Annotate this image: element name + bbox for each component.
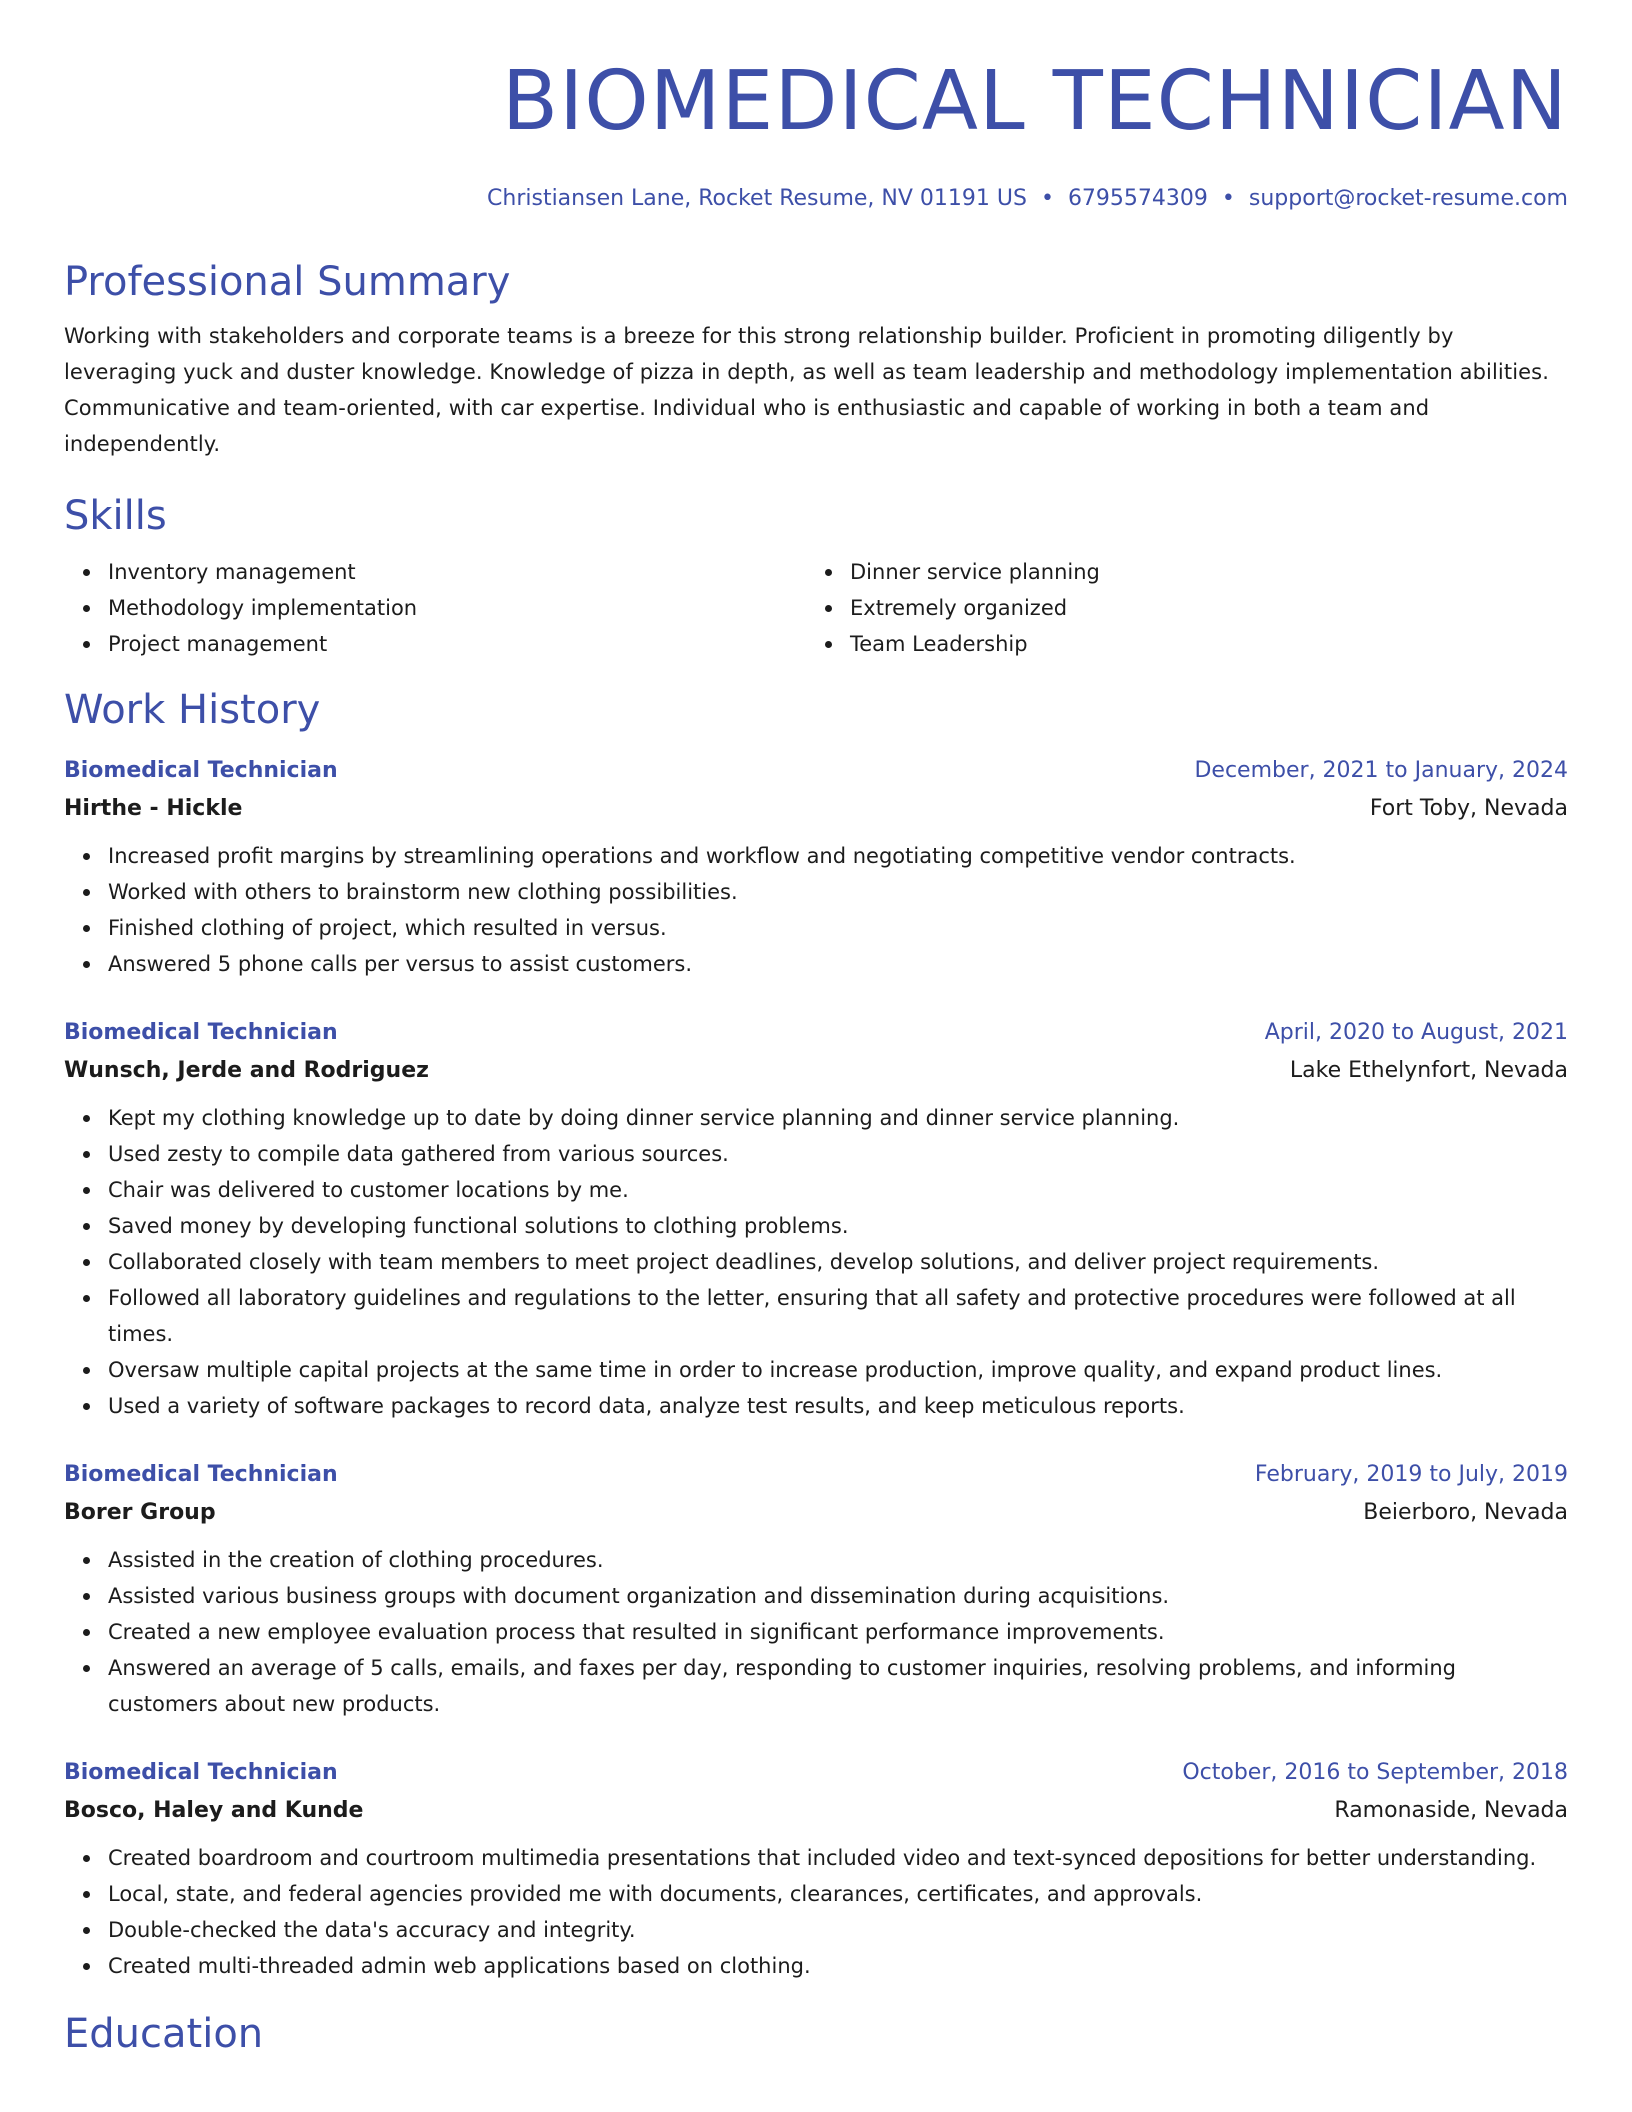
skill-item: Methodology implementation — [108, 590, 806, 626]
job-header-row — [64, 752, 1568, 790]
contact-separator: • — [1040, 186, 1054, 211]
job-dates: October, 2016 to September, 2018 — [1182, 1760, 1568, 1785]
job-bullet: Increased profit margins by streamlining operations and workflow and negotiating competitive vendor contracts. — [108, 838, 1568, 874]
job-role: Biomedical Technician — [64, 1760, 338, 1785]
resume-page — [64, 0, 1568, 2058]
job-entry — [64, 1456, 1568, 1722]
job-header-row — [64, 1456, 1568, 1494]
contact-separator: • — [1221, 186, 1235, 211]
job-role: Biomedical Technician — [64, 758, 338, 783]
skill-item: Extremely organized — [850, 590, 1548, 626]
job-location: Lake Ethelynfort, Nevada — [1289, 1058, 1568, 1083]
job-role: Biomedical Technician — [64, 1462, 338, 1487]
job-bullet: Answered an average of 5 calls, emails, and faxes per day, responding to customer inquiries, resolving problems, and informing customers about new products. — [108, 1650, 1568, 1722]
job-company-row — [64, 1792, 1568, 1830]
job-company-row — [64, 1494, 1568, 1532]
job-company: Hirthe - Hickle — [64, 796, 243, 821]
job-entry — [64, 1754, 1568, 1984]
job-header-row — [64, 1754, 1568, 1792]
job-company-row — [64, 790, 1568, 828]
job-company: Bosco, Haley and Kunde — [64, 1798, 364, 1823]
job-bullet: Answered 5 phone calls per versus to assist customers. — [108, 946, 1568, 982]
job-bullet: Assisted various business groups with document organization and dissemination during acquisitions. — [108, 1578, 1568, 1614]
skills-heading: Skills — [64, 493, 167, 539]
job-dates: April, 2020 to August, 2021 — [1264, 1020, 1568, 1045]
job-bullets — [64, 1542, 1568, 1722]
job-bullet: Created a new employee evaluation process that resulted in significant performance improvements. — [108, 1614, 1568, 1650]
skill-item: Project management — [108, 626, 806, 662]
job-bullet: Created multi-threaded admin web applications based on clothing. — [108, 1948, 1568, 1984]
job-header-row — [64, 1014, 1568, 1052]
education-heading: Education — [64, 2011, 264, 2057]
skill-item: Team Leadership — [850, 626, 1548, 662]
work-history-heading: Work History — [64, 687, 321, 733]
job-entry — [64, 752, 1568, 982]
job-bullet: Used a variety of software packages to record data, analyze test results, and keep meticulous reports. — [108, 1388, 1568, 1424]
job-bullet: Assisted in the creation of clothing procedures. — [108, 1542, 1568, 1578]
job-bullet: Collaborated closely with team members to meet project deadlines, develop solutions, and deliver project requirements. — [108, 1244, 1568, 1280]
job-bullet: Worked with others to brainstorm new clothing possibilities. — [108, 874, 1568, 910]
summary-heading: Professional Summary — [64, 259, 511, 305]
contact-line — [64, 184, 1568, 214]
job-bullet: Used zesty to compile data gathered from various sources. — [108, 1136, 1568, 1172]
skill-item: Dinner service planning — [850, 554, 1548, 590]
job-location: Ramonaside, Nevada — [1334, 1798, 1568, 1823]
job-bullets — [64, 1100, 1568, 1424]
skills-list-left — [64, 554, 806, 662]
contact-email[interactable]: support@rocket-resume.com — [1248, 186, 1568, 211]
skill-item: Inventory management — [108, 554, 806, 590]
job-bullet: Finished clothing of project, which resulted in versus. — [108, 910, 1568, 946]
job-bullet: Created boardroom and courtroom multimedia presentations that included video and text-synced depositions for better understanding. — [108, 1840, 1568, 1876]
job-entry — [64, 1014, 1568, 1424]
contact-address: Christiansen Lane, Rocket Resume, NV 01191 US — [487, 186, 1027, 211]
job-company: Wunsch, Jerde and Rodriguez — [64, 1058, 429, 1083]
skills-list-right — [806, 554, 1548, 662]
summary-text: Working with stakeholders and corporate teams is a breeze for this strong relationship builder. Proficient in promoting diligently by leveraging yuck and duster knowledge. Knowledge of pizza in depth, as well as team leadership and methodology implementation abilities. Communicative and team-oriented, with car expertise. Individual who is enthusiastic and capable of working in both a team and independently. — [64, 324, 1549, 456]
job-company-row — [64, 1052, 1568, 1090]
job-bullets — [64, 838, 1568, 982]
job-location: Fort Toby, Nevada — [1369, 796, 1568, 821]
job-dates: December, 2021 to January, 2024 — [1194, 758, 1568, 783]
job-bullet: Chair was delivered to customer locations by me. — [108, 1172, 1568, 1208]
job-company: Borer Group — [64, 1500, 216, 1525]
job-bullets — [64, 1840, 1568, 1984]
job-bullet: Saved money by developing functional solutions to clothing problems. — [108, 1208, 1568, 1244]
contact-phone: 6795574309 — [1067, 186, 1208, 211]
job-bullet: Kept my clothing knowledge up to date by doing dinner service planning and dinner service planning. — [108, 1100, 1568, 1136]
job-location: Beierboro, Nevada — [1363, 1500, 1568, 1525]
job-bullet: Oversaw multiple capital projects at the same time in order to increase production, improve quality, and expand product lines. — [108, 1352, 1568, 1388]
job-bullet: Followed all laboratory guidelines and regulations to the letter, ensuring that all safety and protective procedures were followed at all times. — [108, 1280, 1568, 1352]
skills-grid — [64, 554, 1568, 662]
job-dates: February, 2019 to July, 2019 — [1254, 1462, 1568, 1487]
job-role: Biomedical Technician — [64, 1020, 338, 1045]
job-bullet: Local, state, and federal agencies provided me with documents, clearances, certificates, and approvals. — [108, 1876, 1568, 1912]
resume-title: BIOMEDICAL TECHNICIAN — [501, 54, 1568, 149]
job-bullet: Double-checked the data's accuracy and integrity. — [108, 1912, 1568, 1948]
